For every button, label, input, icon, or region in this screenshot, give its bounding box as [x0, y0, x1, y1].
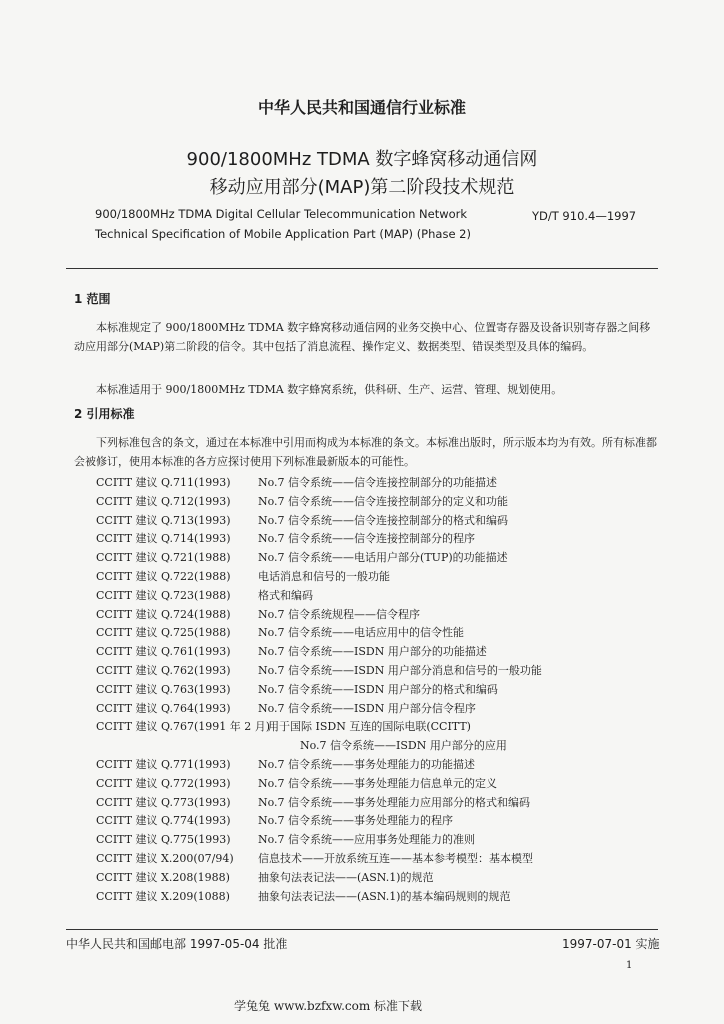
- reference-item: [96, 831, 656, 850]
- reference-code: CCITT 建议 Q.774(1993): [96, 814, 231, 828]
- reference-description: No.7 信令系统——ISDN 用户部分信令程序: [258, 701, 476, 715]
- reference-item: [96, 662, 656, 681]
- scope-paragraph-1: 本标准规定了 900/1800MHz TDMA 数字蜂窝移动通信网的业务交换中心、位置寄存器及设备识别寄存器之间移动应用部分(MAP)第二阶段的信令。其中包括了消息流程、操作定义、数据类型、错误类型及具体的编码。: [74, 321, 651, 353]
- download-site-watermark: 学兔兔 www.bzfxw.com 标准下载: [234, 999, 423, 1013]
- reference-code: CCITT 建议 Q.721(1988): [96, 551, 231, 565]
- reference-item: [96, 549, 656, 568]
- footer-divider: [66, 929, 658, 930]
- reference-code: CCITT 建议 Q.722(1988): [96, 569, 231, 583]
- reference-code: CCITT 建议 Q.763(1993): [96, 682, 231, 696]
- reference-description: No.7 信令系统——ISDN 用户部分的应用: [300, 739, 507, 753]
- reference-description: No.7 信令系统——电话用户部分(TUP)的功能描述: [258, 551, 508, 565]
- header-divider: [66, 268, 658, 269]
- reference-item: [96, 869, 656, 888]
- document-title-cn-line1: 900/1800MHz TDMA 数字蜂窝移动通信网: [186, 149, 538, 170]
- issuing-organization: 中华人民共和国通信行业标准: [257, 98, 466, 117]
- reference-description: No.7 信令系统——ISDN 用户部分的功能描述: [258, 645, 487, 659]
- reference-code: CCITT 建议 Q.762(1993): [96, 663, 231, 677]
- reference-item: [96, 700, 656, 719]
- reference-description: No.7 信令系统——信令连接控制部分的程序: [258, 532, 476, 546]
- reference-description: 抽象句法表记法——(ASN.1)的规范: [258, 870, 434, 884]
- reference-description: No.7 信令系统——事务处理能力应用部分的格式和编码: [258, 795, 531, 809]
- references-intro-paragraph: 下列标准包含的条文，通过在本标准中引用而构成为本标准的条文。本标准出版时，所示版本均为有效。所有标准都会被修订，使用本标准的各方应探讨使用下列标准最新版本的可能性。: [74, 436, 657, 468]
- reference-item: [96, 794, 656, 813]
- reference-item: [96, 756, 656, 775]
- reference-item: [96, 606, 656, 625]
- reference-description: No.7 信令系统——信令连接控制部分的功能描述: [258, 476, 498, 489]
- reference-item: [96, 587, 656, 606]
- reference-code: CCITT 建议 Q.761(1993): [96, 645, 231, 659]
- reference-description: No.7 信令系统——信令连接控制部分的格式和编码: [258, 513, 509, 527]
- reference-code: CCITT 建议 Q.775(1993): [96, 833, 231, 847]
- reference-description: No.7 信令系统——应用事务处理能力的准则: [258, 833, 476, 847]
- reference-description: 电话消息和信号的一般功能: [258, 569, 390, 583]
- reference-code: CCITT 建议 Q.714(1993): [96, 532, 231, 546]
- reference-item-continuation: [96, 737, 656, 756]
- reference-item: [96, 624, 656, 643]
- reference-item: [96, 850, 656, 869]
- page-number: 1: [626, 960, 633, 971]
- reference-code: CCITT 建议 Q.724(1988): [96, 607, 231, 621]
- reference-code: CCITT 建议 Q.767(1991 年 2 月): [96, 720, 271, 734]
- reference-item: [96, 493, 656, 512]
- reference-description: No.7 信令系统——电话应用中的信令性能: [258, 626, 465, 640]
- reference-item: [96, 530, 656, 549]
- reference-description: No.7 信令系统——ISDN 用户部分的格式和编码: [258, 682, 498, 696]
- reference-item: [96, 512, 656, 531]
- reference-code: CCITT 建议 X.208(1988): [96, 870, 230, 884]
- reference-code: CCITT 建议 Q.764(1993): [96, 701, 231, 715]
- reference-item: [96, 568, 656, 587]
- section-heading-references: 2 引用标准: [74, 407, 135, 421]
- reference-code: CCITT 建议 X.200(07/94): [96, 851, 234, 865]
- reference-code: CCITT 建议 Q.772(1993): [96, 776, 231, 790]
- reference-description: No.7 信令系统规程——信令程序: [258, 607, 421, 621]
- reference-description: 信息技术——开放系统互连——基本参考模型：基本模型: [258, 851, 533, 865]
- scope-paragraph-2: 本标准适用于 900/1800MHz TDMA 数字蜂窝系统，供科研、生产、运营、管理、规划使用。: [96, 383, 563, 396]
- reference-item: [96, 474, 656, 493]
- document-title-cn-line2: 移动应用部分(MAP)第二阶段技术规范: [209, 177, 515, 198]
- reference-code: CCITT 建议 Q.773(1993): [96, 795, 231, 809]
- document-number: YD/T 910.4—1997: [532, 209, 637, 223]
- reference-code: CCITT 建议 Q.711(1993): [96, 476, 231, 489]
- reference-code: CCITT 建议 Q.712(1993): [96, 494, 231, 508]
- document-title-en-line2: Technical Specification of Mobile Application Part (MAP) (Phase 2): [95, 227, 471, 241]
- reference-description: No.7 信令系统——信令连接控制部分的定义和功能: [258, 494, 509, 508]
- reference-item: [96, 718, 656, 737]
- reference-code: CCITT 建议 Q.725(1988): [96, 626, 231, 640]
- reference-code: CCITT 建议 X.209(1088): [96, 889, 230, 903]
- reference-code: CCITT 建议 Q.771(1993): [96, 757, 231, 771]
- reference-description: No.7 信令系统——ISDN 用户部分消息和信号的一般功能: [258, 663, 542, 677]
- reference-item: [96, 775, 656, 794]
- reference-item: [96, 888, 656, 907]
- reference-description: 抽象句法表记法——(ASN.1)的基本编码规则的规范: [258, 889, 511, 903]
- reference-list: [96, 474, 656, 906]
- reference-description: No.7 信令系统——事务处理能力信息单元的定义: [258, 776, 498, 790]
- approval-statement: 中华人民共和国邮电部 1997-05-04 批准: [66, 937, 288, 951]
- effective-date: 1997-07-01 实施: [562, 937, 660, 951]
- reference-description: 格式和编码: [258, 588, 313, 602]
- reference-description: No.7 信令系统——事务处理能力的程序: [258, 814, 454, 828]
- reference-code: CCITT 建议 Q.723(1988): [96, 588, 231, 602]
- reference-item: [96, 643, 656, 662]
- reference-description: No.7 信令系统——事务处理能力的功能描述: [258, 757, 476, 771]
- reference-description: 用于国际 ISDN 互连的国际电联(CCITT): [268, 720, 471, 734]
- reference-item: [96, 681, 656, 700]
- reference-code: CCITT 建议 Q.713(1993): [96, 513, 231, 527]
- reference-item: [96, 812, 656, 831]
- document-title-en-line1: 900/1800MHz TDMA Digital Cellular Telecommunication Network: [95, 207, 468, 221]
- section-heading-scope: 1 范围: [74, 292, 111, 306]
